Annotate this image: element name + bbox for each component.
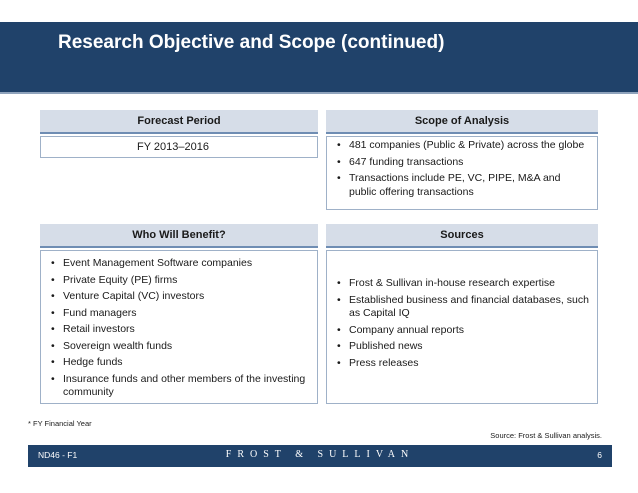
footnote: * FY Financial Year bbox=[28, 419, 92, 428]
footer-code: ND46 - F1 bbox=[38, 450, 78, 460]
sources-item: • Company annual reports bbox=[335, 324, 589, 338]
sources-box bbox=[326, 250, 598, 404]
page-title: Research Objective and Scope (continued) bbox=[58, 32, 445, 53]
sources-item: • Published news bbox=[335, 340, 589, 354]
benefit-item: • Venture Capital (VC) investors bbox=[49, 290, 309, 304]
forecast-box bbox=[40, 136, 318, 158]
benefit-item: • Event Management Software companies bbox=[49, 257, 309, 271]
scope-item: • 647 funding transactions bbox=[335, 156, 589, 170]
sources-header: Sources bbox=[326, 224, 598, 248]
sources-item: • Established business and financial databases, such as Capital IQ bbox=[335, 294, 589, 321]
forecast-value: FY 2013–2016 bbox=[137, 141, 209, 153]
sources-item: • Press releases bbox=[335, 357, 589, 371]
benefit-box bbox=[40, 250, 318, 404]
benefit-item: • Sovereign wealth funds bbox=[49, 340, 309, 354]
benefit-list bbox=[49, 257, 309, 400]
scope-header: Scope of Analysis bbox=[326, 110, 598, 134]
benefit-item: • Insurance funds and other members of the investing community bbox=[49, 373, 309, 400]
footer-bar bbox=[28, 445, 612, 467]
benefit-item: • Retail investors bbox=[49, 323, 309, 337]
scope-list bbox=[335, 139, 589, 199]
source-note: Source: Frost & Sullivan analysis. bbox=[490, 431, 602, 440]
benefit-item: • Private Equity (PE) firms bbox=[49, 274, 309, 288]
scope-item: • 481 companies (Public & Private) across the globe bbox=[335, 139, 589, 153]
page-number: 6 bbox=[597, 450, 602, 460]
sources-item: • Frost & Sullivan in-house research expertise bbox=[335, 277, 589, 291]
scope-box bbox=[326, 136, 598, 210]
frost-sullivan-logo: FROST & SULLIVAN bbox=[225, 449, 415, 460]
scope-item: • Transactions include PE, VC, PIPE, M&A and public offering transactions bbox=[335, 172, 589, 199]
benefit-item: • Hedge funds bbox=[49, 356, 309, 370]
benefit-header: Who Will Benefit? bbox=[40, 224, 318, 248]
sources-list bbox=[335, 277, 589, 370]
forecast-header: Forecast Period bbox=[40, 110, 318, 134]
benefit-item: • Fund managers bbox=[49, 307, 309, 321]
